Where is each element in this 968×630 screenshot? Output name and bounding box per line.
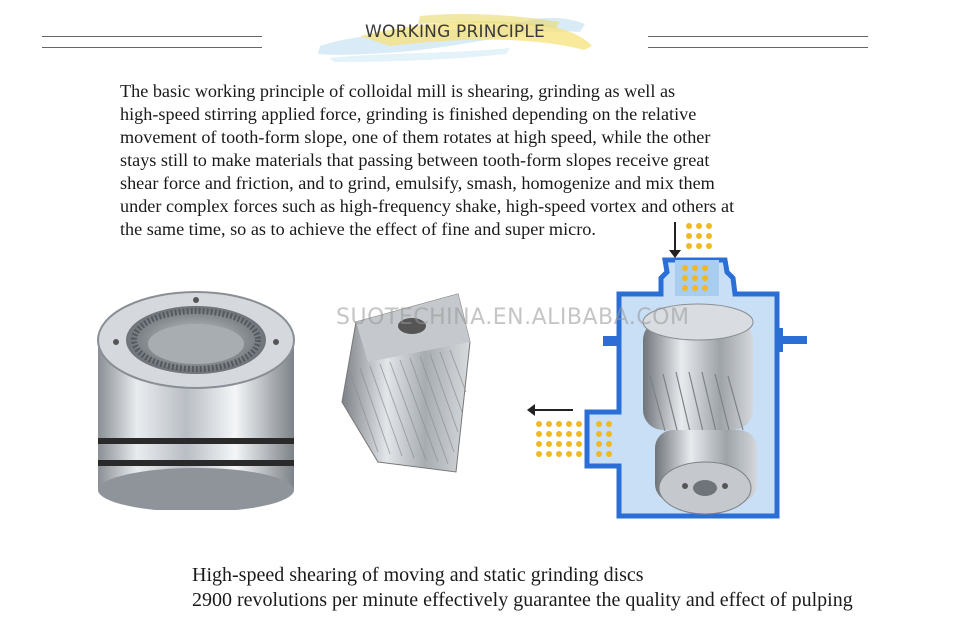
description-line: stays still to make materials that passing between tooth-form slopes receive great — [120, 150, 710, 170]
description-line: shear force and friction, and to grind, emulsify, smash, homogenize and mix them — [120, 173, 715, 193]
header-rule-left-top — [42, 36, 262, 37]
header-rule-right-bottom — [648, 47, 868, 48]
description-line: the same time, so as to achieve the effect of fine and super micro. — [120, 219, 596, 239]
stator-ring-image — [84, 270, 314, 510]
watermark: SUOTECHINA.EN.ALIBABA.COM — [336, 305, 690, 330]
description-line: The basic working principle of colloidal mill is shearing, grinding as well as — [120, 81, 676, 101]
header-rule-right-top — [648, 36, 868, 37]
header-rule-left-bottom — [42, 47, 262, 48]
caption-block — [192, 563, 962, 613]
description-line: movement of tooth-form slope, one of them rotates at high speed, while the other — [120, 127, 711, 147]
caption-line-1: High-speed shearing of moving and static grinding discs — [192, 564, 644, 586]
description-line: under complex forces such as high-frequency shake, high-speed vortex and others at — [120, 196, 735, 216]
page-title: WORKING PRINCIPLE — [365, 22, 545, 42]
title-block — [300, 6, 610, 64]
caption-line-2: 2900 revolutions per minute effectively guarantee the quality and effect of pulping — [192, 589, 853, 611]
colloid-mill-schematic — [515, 216, 825, 546]
description-line: high-speed stirring applied force, grinding is finished depending on the relative — [120, 104, 697, 124]
